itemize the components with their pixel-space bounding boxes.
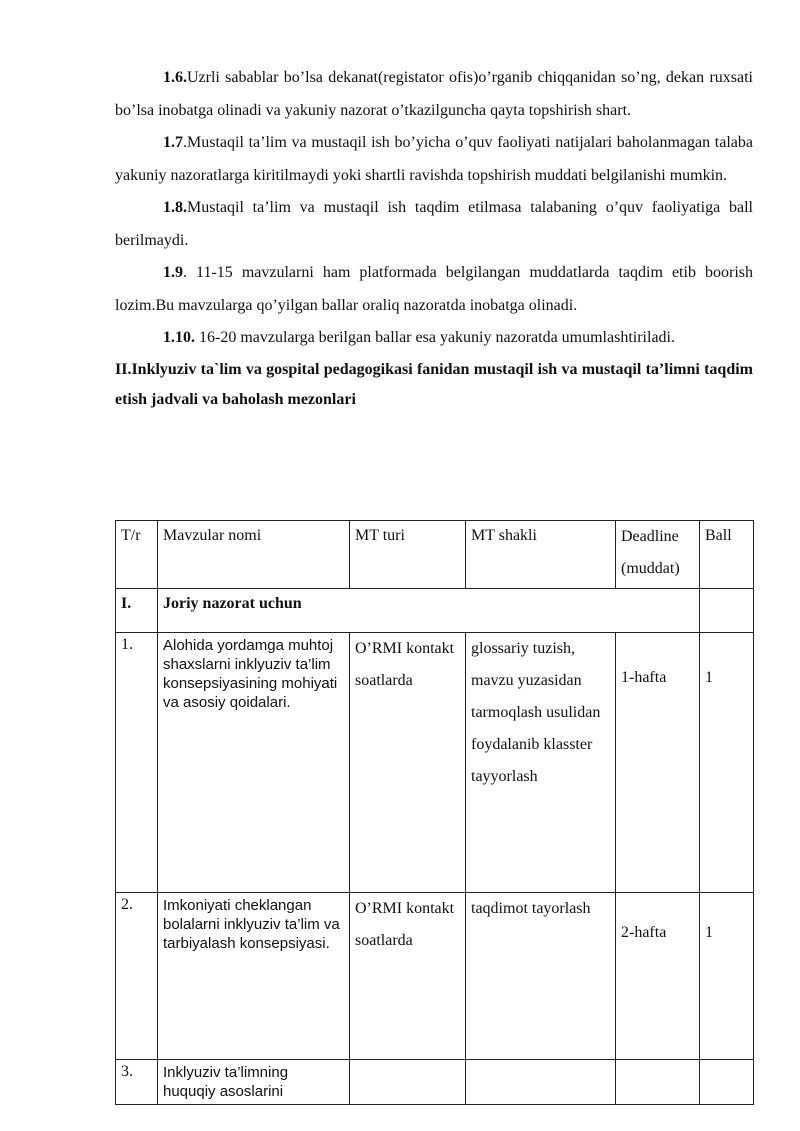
table-header-row xyxy=(116,521,754,589)
paragraph-1-10 xyxy=(115,322,753,355)
topic-name: Alohida yordamga muhtoj shaxslarni inklyuziv ta’lim konsepsiyasining mohiyati va asosiy qoidalari. xyxy=(158,633,350,893)
section-title: Joriy nazorat uchun xyxy=(158,589,700,633)
header-mt-form: MT shakli xyxy=(466,521,616,589)
row-number: 2. xyxy=(116,893,158,1060)
header-topic-name: Mavzular nomi xyxy=(158,521,350,589)
assignment-table xyxy=(115,520,754,1105)
section-number: I. xyxy=(116,589,158,633)
mt-type: O’RMI kontakt soatlarda xyxy=(350,633,466,893)
paragraph-text: . 11-15 mavzularni ham platformada belgilangan muddatlarda taqdim etib boorish lozim.Bu mavzularga qo’yilgan ballar oraliq nazoratda inobatga olinadi. xyxy=(115,264,753,314)
paragraph-number: 1.7 xyxy=(163,134,183,151)
paragraph-text: .Mustaqil ta’lim va mustaqil ish bo’yicha o’quv faoliyati natijalari baholanmagan talaba yakuniy nazoratlarga kiritilmaydi yoki shartli ravishda topshirish muddati belgilanishi mumkin. xyxy=(115,134,753,184)
ball: 1 xyxy=(700,633,754,893)
row-number: 3. xyxy=(116,1060,158,1105)
paragraph-text: Uzrli sabablar bo’lsa dekanat(registator ofis)o’rganib chiqqanidan so’ng, dekan ruxsati bo’lsa inobatga olinadi va yakuniy nazorat o’tkazilguncha qayta topshirish shart. xyxy=(115,69,753,119)
mt-form: glossariy tuzish, mavzu yuzasidan tarmoqlash usulidan foydalanib klasster tayyorlash xyxy=(466,633,616,893)
paragraph-1-7 xyxy=(115,127,753,192)
header-ball: Ball xyxy=(700,521,754,589)
section-heading: II.Inklyuziv ta`lim va gospital pedagogikasi fanidan mustaqil ish va mustaqil ta’limni taqdim etish jadvali va baholash mezonlari xyxy=(115,360,753,408)
paragraph-1-8 xyxy=(115,192,753,257)
header-deadline: Deadline (muddat) xyxy=(616,521,700,589)
table-row xyxy=(116,1060,754,1105)
mt-form: taqdimot tayorlash xyxy=(466,893,616,1060)
paragraph-text: Mustaqil ta’lim va mustaqil ish taqdim etilmasa talabaning o’quv faoliyatiga ball berilmaydi. xyxy=(115,199,753,249)
paragraph-number: 1.10. xyxy=(163,329,195,346)
deadline: 1-hafta xyxy=(616,633,700,893)
paragraph-text: 16-20 mavzularga berilgan ballar esa yakuniy nazoratda umumlashtiriladi. xyxy=(195,329,675,346)
ball xyxy=(700,1060,754,1105)
table-row xyxy=(116,633,754,893)
deadline xyxy=(616,1060,700,1105)
section-empty-cell xyxy=(700,589,754,633)
row-number: 1. xyxy=(116,633,158,893)
paragraph-number: 1.9 xyxy=(163,264,183,281)
topic-name: Inklyuziv ta’limning huquqiy asoslarini xyxy=(158,1060,350,1105)
mt-form xyxy=(466,1060,616,1105)
header-mt-type: MT turi xyxy=(350,521,466,589)
mt-type: O’RMI kontakt soatlarda xyxy=(350,893,466,1060)
section-row xyxy=(116,589,754,633)
mt-type xyxy=(350,1060,466,1105)
paragraph-1-9 xyxy=(115,257,753,322)
ball: 1 xyxy=(700,893,754,1060)
header-tr: T/r xyxy=(116,521,158,589)
paragraph-1-6 xyxy=(115,62,753,127)
paragraph-number: 1.8. xyxy=(163,199,187,216)
paragraph-number: 1.6. xyxy=(163,69,187,86)
document-body xyxy=(115,62,753,415)
deadline: 2-hafta xyxy=(616,893,700,1060)
table-row xyxy=(116,893,754,1060)
topic-name: Imkoniyati cheklangan bolalarni inklyuziv ta’lim va tarbiyalash konsepsiyasi. xyxy=(158,893,350,1060)
